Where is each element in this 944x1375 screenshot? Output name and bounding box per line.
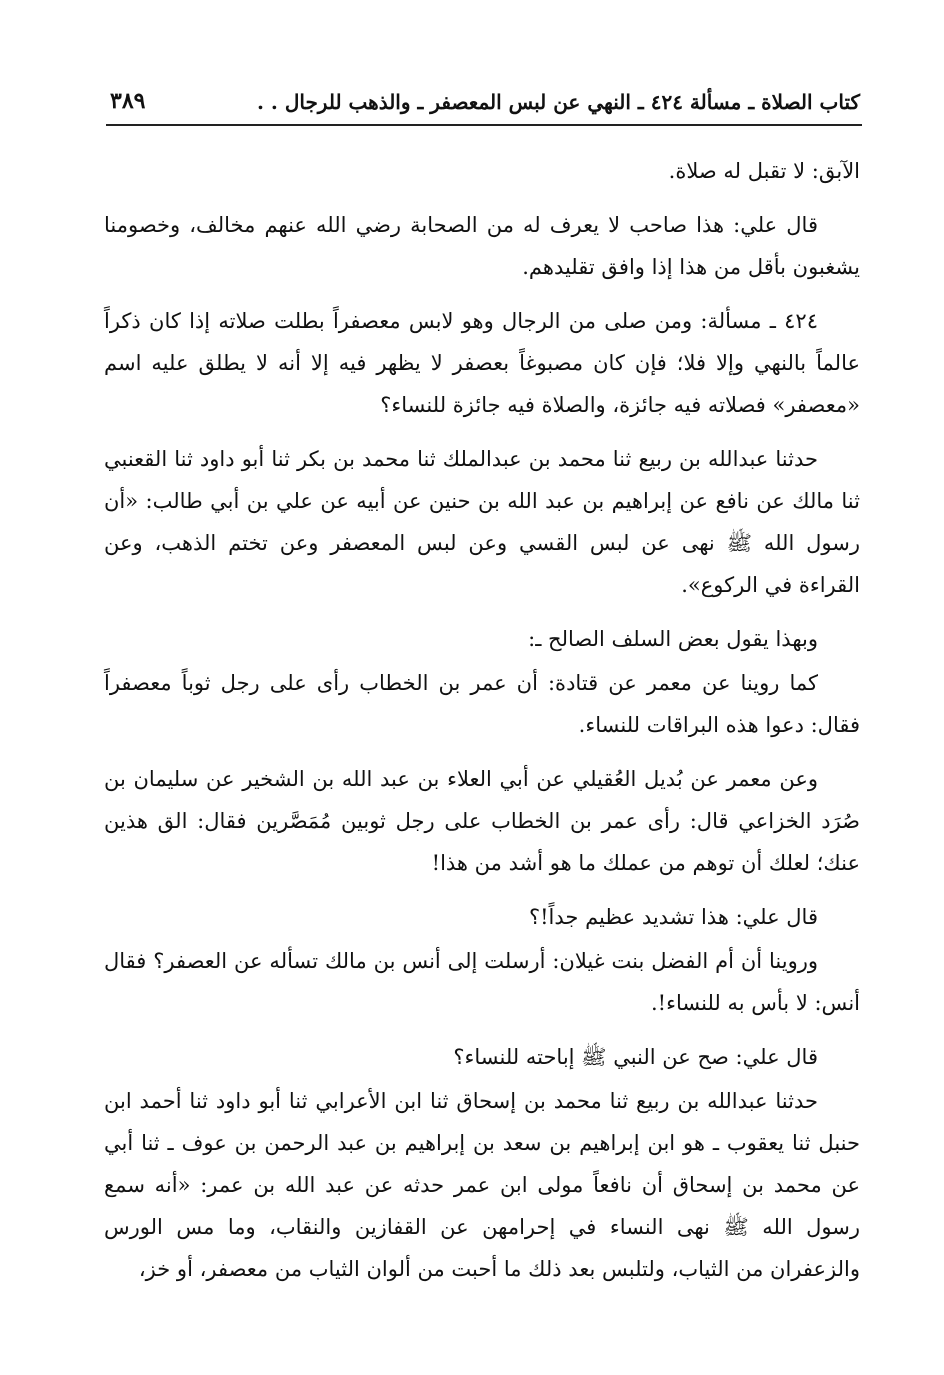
paragraph-issue-424: ٤٢٤ ـ مسألة: ومن صلى من الرجال وهو لابس معصفراً بطلت صلاته إذا كان ذكراً عالماً بالنهي وإلا فلا؛ فإن كان مصبوغاً بعصفر لا يظهر فيه إلا أنه لا يطلق عليه اسم «معصفر» فصلاته فيه جائزة، والصلاة فيه جائزة للنساء؟ — [104, 309, 860, 417]
header-title: كتاب الصلاة ـ مسألة ٤٢٤ ـ النهي عن لبس المعصفر ـ والذهب للرجال . . — [256, 90, 860, 114]
paragraph: وروينا أن أم الفضل بنت غيلان: أرسلت إلى أنس بن مالك تسأله عن العصفر؟ فقال أنس: لا بأس به للنساء!. — [104, 949, 860, 1015]
paragraph: الآبق: لا تقبل له صلاة. — [668, 159, 860, 183]
paragraph: وبهذا يقول بعض السلف الصالح ـ: — [528, 627, 818, 651]
paragraph: قال علي: هذا صاحب لا يعرف له من الصحابة رضي الله عنهم مخالف، وخصومنا يشغبون بأقل من هذا إذا وافق تقليدهم. — [104, 213, 860, 279]
paragraph: حدثنا عبدالله بن ربيع ثنا محمد بن إسحاق ثنا ابن الأعرابي ثنا أبو داود ثنا أحمد ابن حنبل ثنا يعقوب ـ هو ابن إبراهيم بن سعد بن إبراهيم بن عبد الرحمن بن عوف ـ ثنا أبي عن محمد بن إسحاق أن نافعاً مولى ابن عمر حدثه عن عبد الله بن عمر: «أنه سمع رسول الله ﷺ نهى النساء في إحرامهن عن القفازين والنقاب، وما مس الورس والزعفران من الثياب، ولتلبس بعد ذلك ما أحبت من ألوان الثياب من معصفر، أو خز، — [104, 1089, 860, 1281]
page-number: ٣٨٩ — [110, 88, 146, 114]
paragraph: قال علي: هذا تشديد عظيم جداً!؟ — [528, 905, 818, 929]
paragraph: كما روينا عن معمر عن قتادة: أن عمر بن الخطاب رأى على رجل ثوباً معصفراً فقال: دعوا هذه البراقات للنساء. — [104, 671, 860, 737]
paragraph: وعن معمر عن بُديل العُقيلي عن أبي العلاء بن عبد الله بن الشخير عن سليمان بن صُرَد الخزاعي قال: رأى عمر بن الخطاب على رجل ثوبين مُمَصَّرين فقال: الق هذين عنك؛ لعلك أن توهم من عملك ما هو أشد من هذا! — [104, 767, 860, 875]
paragraph: قال علي: صح عن النبي ﷺ إباحته للنساء؟ — [453, 1045, 818, 1069]
page-body — [104, 150, 860, 1302]
running-header — [110, 74, 860, 114]
paragraph: حدثنا عبدالله بن ربيع ثنا محمد بن عبدالملك ثنا محمد بن بكر ثنا أبو داود ثنا القعنبي ثنا مالك عن نافع عن إبراهيم بن عبد الله بن حنين عن أبيه عن علي بن أبي طالب: «أن رسول الله ﷺ نهى عن لبس القسي وعن لبس المعصفر وعن تختم الذهب، وعن القراءة في الركوع». — [104, 447, 860, 597]
header-rule — [106, 124, 862, 126]
